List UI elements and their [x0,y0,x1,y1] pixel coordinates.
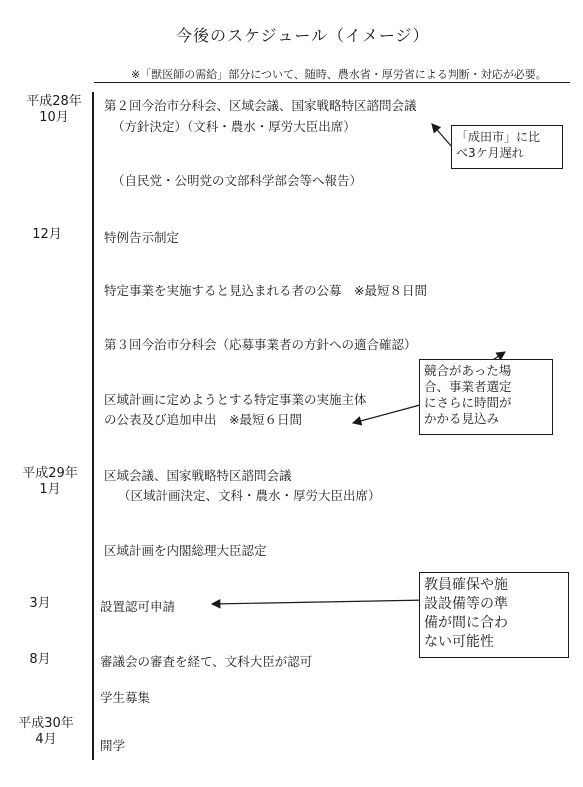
date-month: 1月 [39,482,61,497]
callout-competition [419,359,553,435]
item-special-notice: 特例告示制定 [104,230,180,245]
note-text: ※「獣医師の需給」部分について、随時、農水省・厚労省による判断・対応が必要。 [131,68,547,81]
callout-line: 合、事業者選定 [424,379,512,394]
item-student-recruitment: 学生募集 [100,690,151,705]
callout-line: ない可能性 [424,634,494,650]
date-dec: 12月 [32,227,62,242]
callout-line: 設設備等の準 [424,596,508,612]
date-year: 平成29年 [22,466,78,481]
item-announcement: 区域計画に定めようとする特定事業の実施主体 [104,392,367,407]
item-public-offering: 特定事業を実施すると見込まれる者の公募 ※最短８日間 [104,283,427,298]
callout-line: べ3ケ月遅れ [456,146,524,160]
item-bunkakai-2-detail: （方針決定）（文科・農水・厚労大臣出席） [112,119,356,134]
arrow-competition-left [353,405,420,423]
callout-line: 競合があった場 [424,363,512,378]
item-council: 区域会議、国家戦略特区諮問会議 [104,468,292,483]
callout-teachers [419,572,569,658]
callout-line: にさらに時間が [424,395,512,410]
item-bunkakai-2: 第２回今治市分科会、区域会議、国家戦略特区諮問会議 [104,98,417,113]
item-party-report: （自民党・公明党の文部科学部会等へ報告） [112,173,363,188]
callout-line: 備が間に合わ [424,615,508,631]
date-mar: 3月 [29,596,51,611]
item-bunkakai-3: 第３回今治市分科会（応募事業者の方針への適合確認） [104,337,417,352]
date-month: 10月 [39,110,69,125]
item-opening: 開学 [100,738,126,753]
item-minister-approval: 審議会の審査を経て、文科大臣が認可 [100,654,313,669]
arrow-narita [432,124,452,147]
date-aug: 8月 [29,652,51,667]
date-month: 4月 [35,732,57,747]
date-year: 平成28年 [26,94,82,109]
date-year: 平成30年 [18,716,74,731]
arrow-teachers [212,600,430,604]
item-council-detail: （区域計画決定、文科・農水・厚労大臣出席） [118,488,381,503]
page-title: 今後のスケジュール（イメージ） [176,26,430,45]
item-announcement-detail: の公表及び追加申出 ※最短６日間 [104,412,302,427]
callout-narita [451,125,563,169]
callout-line: 「成田市」に比 [456,130,541,144]
item-pm-approval: 区域計画を内閣総理大臣認定 [104,543,267,558]
callout-line: かかる見込み [424,411,500,426]
callout-line: 教員確保や施 [424,577,508,593]
item-establishment-application: 設置認可申請 [100,599,176,614]
